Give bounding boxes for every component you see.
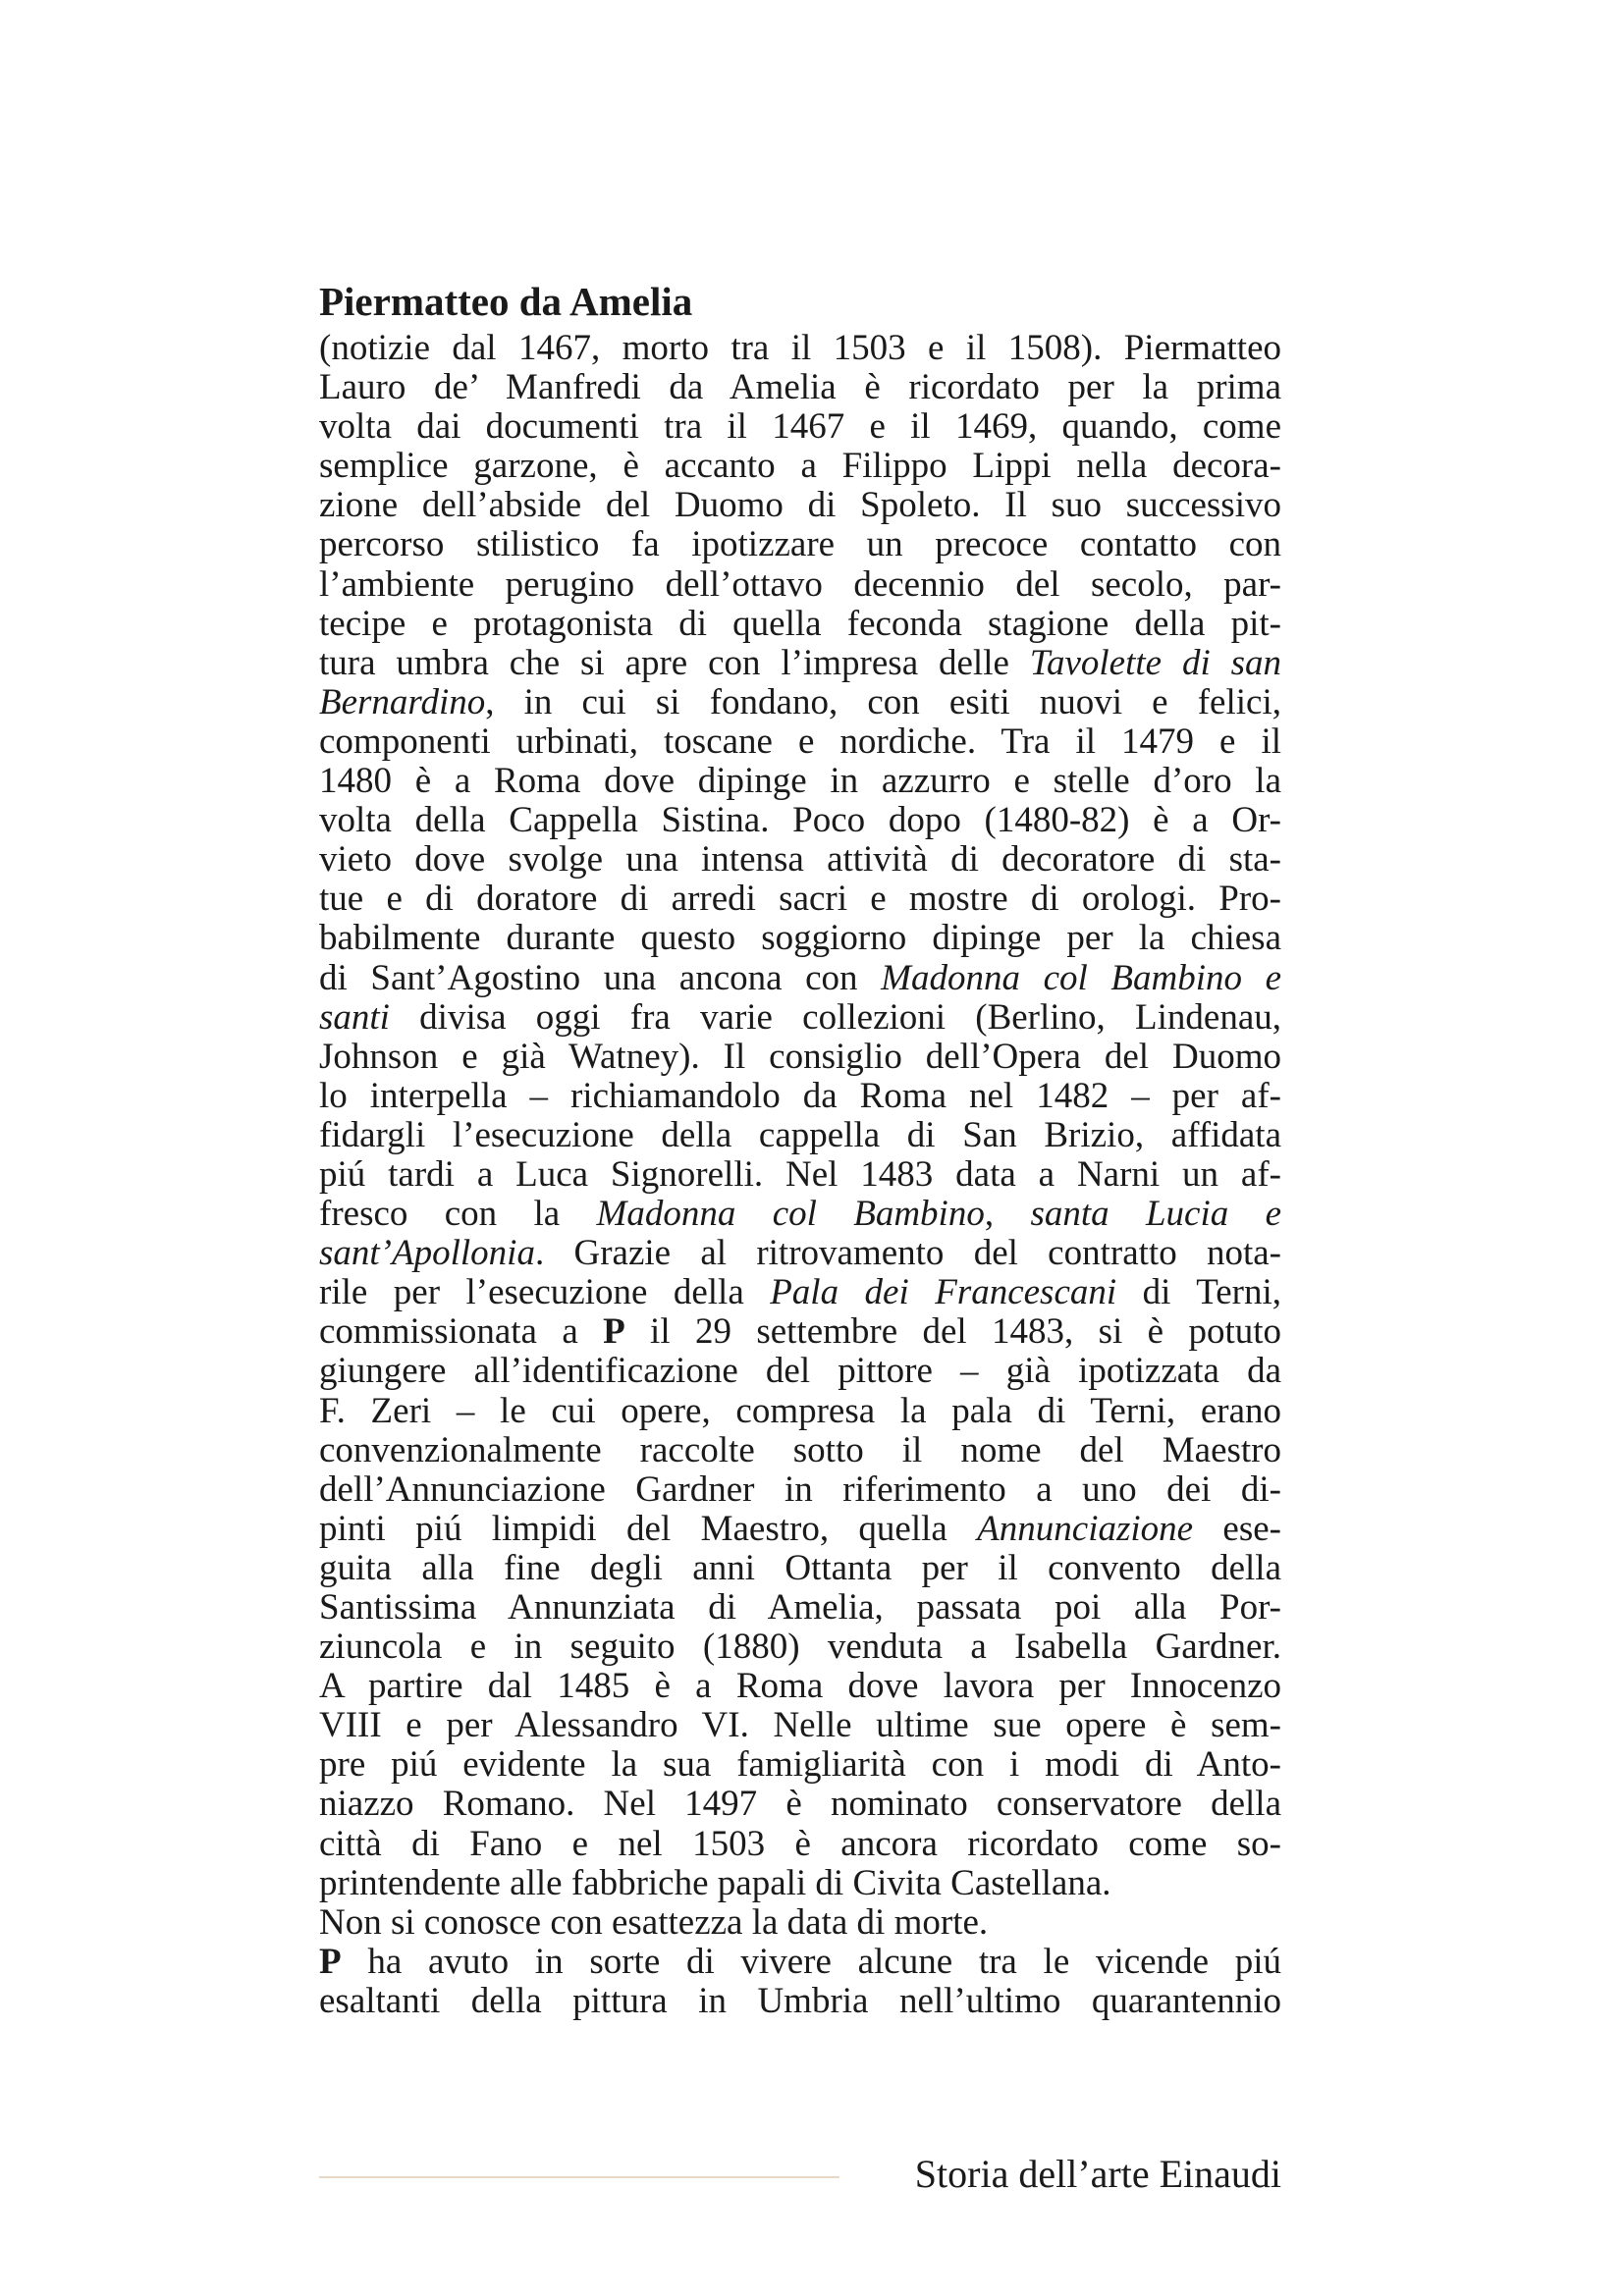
text-line [319,762,1281,801]
text-run: fresco con la [319,1194,597,1235]
text-run: Lauro de’ Manfredi da Amelia è ricordato per la prima [319,367,1281,408]
bold-initial: P [319,1941,342,1982]
text-line [319,1077,1281,1116]
text-line [319,525,1281,564]
text-run: fidargli l’esecuzione della cappella di San Brizio, affidata [319,1114,1281,1155]
text-line [319,1234,1281,1273]
text-run: . Grazie al ritrovamento del contratto nota- [534,1233,1281,1274]
text-line [319,683,1281,722]
text-run: Santissima Annunziata di Amelia, passata poi alla Por- [319,1587,1281,1628]
text-run: commissionata a [319,1311,604,1353]
text-line [319,1155,1281,1195]
text-line [319,447,1281,486]
text-run: ziuncola e in seguito (1880) venduta a Isabella Gardner. [319,1627,1281,1668]
text-line [319,880,1281,919]
text-run: (notizie dal 1467, morto tra il 1503 e il 1508). Piermatteo [319,328,1281,368]
text-run: ha avuto in sorte di vivere alcune tra le vicende piú [341,1941,1281,1982]
text-line [319,919,1281,958]
text-run: l’ambiente perugino dell’ottavo decennio del secolo, par- [319,563,1281,605]
text-run: printendente alle fabbriche papali di Civita Castellana. [319,1862,1111,1903]
text-line [319,1195,1281,1234]
italic-title: Bernardino [319,681,486,722]
text-line [319,1864,1281,1903]
text-run: guita alla fine degli anni Ottanta per il convento della [319,1547,1281,1588]
footer-publisher: Storia dell’arte Einaudi [914,2152,1281,2196]
text-line [319,1549,1281,1588]
text-run: , [984,1194,1031,1235]
text-line [319,605,1281,644]
text-line [319,1628,1281,1667]
text-run: A partire dal 1485 è a Roma dove lavora per Innocenzo [319,1666,1281,1707]
italic-title: Madonna col Bambino e [881,957,1282,998]
text-run: divisa oggi fra varie collezioni (Berlino, Lindenau, [389,996,1281,1038]
text-line [319,1273,1281,1312]
text-run: volta della Cappella Sistina. Poco dopo (1480-82) è a Or- [319,800,1281,841]
text-line [319,1706,1281,1745]
text-line [319,1312,1281,1352]
text-line [319,722,1281,762]
text-run: pre piú evidente la sua famigliarità con i modi di Anto- [319,1744,1281,1786]
text-line [319,1510,1281,1549]
text-run: ese- [1193,1508,1281,1549]
text-line [319,1116,1281,1155]
text-run: volta dai documenti tra il 1467 e il 1469, quando, come [319,406,1281,448]
text-line [319,368,1281,407]
text-line [319,565,1281,605]
text-run: piú tardi a Luca Signorelli. Nel 1483 data a Narni un af- [319,1153,1281,1195]
text-run: componenti urbinati, toscane e nordiche. Tra il 1479 e il [319,721,1281,762]
text-line [319,840,1281,880]
text-line [319,1038,1281,1077]
text-line [319,1392,1281,1431]
text-run: , in cui si fondano, con esiti nuovi e felici, [485,681,1281,722]
text-line [319,1352,1281,1391]
text-run: esaltanti della pittura in Umbria nell’ultimo quarantennio [319,1980,1281,2021]
text-line [319,1667,1281,1706]
italic-title: sant’Apollonia [319,1233,535,1274]
text-run: tecipe e protagonista di quella feconda stagione della pit- [319,603,1281,644]
text-line [319,407,1281,447]
text-run: convenzionalmente raccolte sotto il nome del Maestro [319,1429,1281,1470]
text-line [319,644,1281,683]
text-line [319,1745,1281,1785]
italic-title: Pala dei Francescani [770,1272,1117,1313]
entry-title: Piermatteo da Amelia [319,279,693,324]
text-run: Johnson e già Watney). Il consiglio dell’Opera del Duomo [319,1036,1281,1077]
text-run: F. Zeri – le cui opere, compresa la pala di Terni, erano [319,1390,1281,1431]
bold-initial: P [603,1311,625,1353]
text-line [319,1825,1281,1864]
text-run: VIII e per Alessandro VI. Nelle ultime sue opere è sem- [319,1705,1281,1746]
text-run: semplice garzone, è accanto a Filippo Lippi nella decora- [319,446,1281,487]
text-run: di Terni, [1116,1272,1282,1313]
text-run: percorso stilistico fa ipotizzare un precoce contatto con [319,524,1281,565]
text-run: babilmente durante questo soggiorno dipinge per la chiesa [319,918,1281,959]
text-line [319,329,1281,368]
text-run: Non si conosce con esattezza la data di morte. [319,1901,989,1943]
text-line [319,1903,1281,1943]
text-run: niazzo Romano. Nel 1497 è nominato conservatore della [319,1784,1281,1825]
text-run: vieto dove svolge una intensa attività di decoratore di sta- [319,839,1281,881]
text-run: di Sant’Agostino una ancona con [319,957,882,998]
text-line [319,1982,1281,2021]
italic-title: Tavolette di san [1029,642,1281,683]
text-run: 1480 è a Roma dove dipinge in azzurro e stelle d’oro la [319,761,1281,802]
text-line [319,801,1281,840]
text-run: città di Fano e nel 1503 è ancora ricordato come so- [319,1823,1281,1864]
text-run: il 29 settembre del 1483, si è potuto [624,1311,1282,1353]
footer-divider [319,2176,839,2178]
italic-title: santa Lucia e [1030,1194,1281,1235]
text-line [319,486,1281,525]
italic-title: santi [319,996,390,1038]
entry-body [319,329,1281,2021]
text-line [319,1431,1281,1470]
italic-title: Annunciazione [977,1508,1194,1549]
italic-title: Madonna col Bambino [596,1194,985,1235]
text-line [319,1785,1281,1824]
text-run: pinti piú limpidi del Maestro, quella [319,1508,978,1549]
text-line [319,1588,1281,1628]
text-run: dell’Annunciazione Gardner in riferimento a uno dei di- [319,1468,1281,1510]
text-line [319,1470,1281,1510]
text-run: zione dell’abside del Duomo di Spoleto. Il suo successivo [319,485,1281,526]
text-line [319,959,1281,998]
text-run: tue e di doratore di arredi sacri e mostre di orologi. Pro- [319,879,1281,920]
text-line [319,1943,1281,1982]
text-run: rile per l’esecuzione della [319,1272,771,1313]
text-run: lo interpella – richiamandolo da Roma nel 1482 – per af- [319,1075,1281,1116]
text-line [319,998,1281,1038]
text-run: tura umbra che si apre con l’impresa delle [319,642,1030,683]
text-run: giungere all’identificazione del pittore – già ipotizzata da [319,1351,1281,1392]
